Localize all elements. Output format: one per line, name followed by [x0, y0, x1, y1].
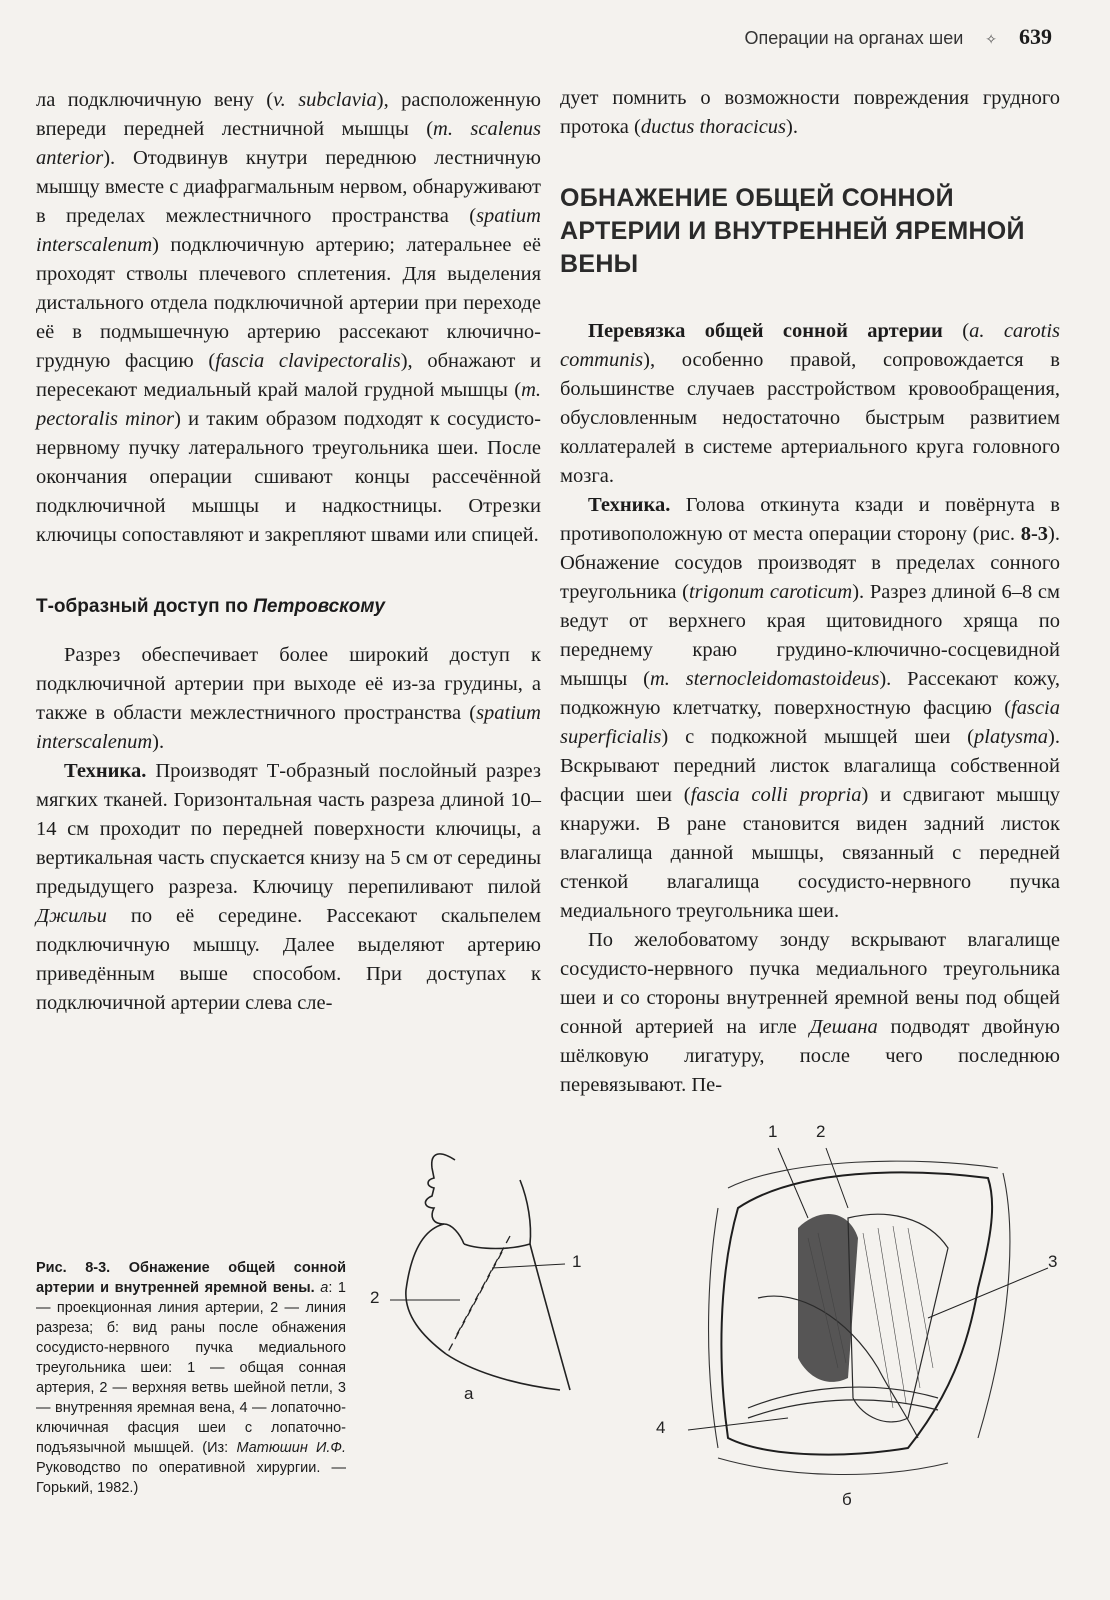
figure-label-2: 2	[816, 1122, 826, 1141]
right-column	[560, 84, 1060, 1100]
figure-panel-a	[360, 1140, 590, 1430]
paragraph: Техника. Голова откинута кзади и повёрнута в противоположную от места операции сторону (рис. 8-3). Обнажение сосудов производят в пределах сонного треугольника (trigonum caroticum). Разрез длиной 6–8 см ведут от верхнего края щитовидного хряща по переднему краю грудино-ключично-сосцевидной мышцы (m. sternocleidomastoideus). Рассекают кожу, подкожную клетчатку, поверхностную фасцию (fascia superficialis) с подкожной мышцей шеи (platysma). Вскрывают передний листок влагалища собственной фасции шеи (fascia colli propria) и сдвигают мышцу кнаружи. В ране становится виден задний листок влагалища данной мышцы, связанный с передней стенкой влагалища сосудисто-нервного пучка медиального треугольника шеи.	[560, 494, 1061, 922]
figure-caption: Рис. 8-3. Обнажение общей сонной артерии и внутренней яремной вены. а: 1 — проекционная линия артерии, 2 — линия разреза; б: вид раны после обнажения сосудисто-нервного пучка медиального треугольника шеи: 1 — общая сонная артерия, 2 — верхняя ветвь шейной петли, 3 — внутренняя яремная вена, 4 — лопаточно-ключичная фасция шеи с лопаточно-подъязычной мышцей. (Из: Матюшин И.Ф. Руководство по оперативной хирургии. — Горький, 1982.)	[36, 1260, 347, 1496]
section-title: Операции на органах шеи	[744, 28, 964, 48]
figure-label-4: 4	[656, 1418, 666, 1437]
paragraph: По желобоватому зонду вскрывают влагалище сосудисто-нервного пучка медиального треугольника шеи и со стороны внутренней яремной вены под общей сонной артерией на игле Дешана подводят двойную шёлковую лигатуру, после чего последнюю перевязывают. Пе-	[560, 929, 1060, 1096]
figure-label-2: 2	[370, 1288, 380, 1307]
page-number: 639	[1019, 24, 1052, 49]
paragraph: Перевязка общей сонной артерии (a. carotis communis), особенно правой, сопровождается в большинстве случаев расстройством кровообращения, обусловленным недостаточно быстрым развитием коллатералей в системе артериального круга головного мозга.	[560, 320, 1061, 487]
figure-label-3: 3	[1048, 1252, 1058, 1271]
left-column	[36, 86, 541, 1018]
paragraph: Разрез обеспечивает более широкий доступ к подключичной артерии при выходе её из-за грудины, а также в области межлестничного пространства (spatium interscalenum).	[36, 644, 541, 753]
section-heading: ОБНАЖЕНИЕ ОБЩЕЙ СОННОЙ АРТЕРИИ И ВНУТРЕННЕЙ ЯРЕМНОЙ ВЕНЫ	[560, 184, 1025, 278]
figure-panel-b	[648, 1118, 1088, 1518]
panel-label-a: а	[464, 1384, 474, 1403]
paragraph: Техника. Производят Т-образный послойный разрез мягких тканей. Горизонтальная часть разреза длиной 10–14 см проходит по передней поверхности ключицы, а вертикальная часть спускается книзу на 5 см от середины предыдущего разреза. Ключицу перепиливают пилой Джильи по её середине. Рассекают скальпелем подключичную мышцу. Далее выделяют артерию приведённым выше способом. При доступах к подключичной артерии слева сле-	[36, 760, 541, 1014]
figure-label-1: 1	[768, 1122, 778, 1141]
running-header	[560, 24, 1052, 50]
neck-profile-drawing	[360, 1140, 590, 1430]
panel-label-b: б	[842, 1490, 852, 1509]
figure-label-1: 1	[572, 1252, 582, 1271]
paragraph: дует помнить о возможности повреждения грудного протока (ductus thoracicus).	[560, 87, 1060, 138]
diamond-icon: ✧	[985, 31, 997, 47]
wound-view-drawing	[648, 1118, 1088, 1518]
subheading: Т-образный доступ по Петровскому	[36, 596, 386, 617]
paragraph: ла подключичную вену (v. subclavia), расположенную впереди передней лестничной мышцы (m. scalenus anterior). Отодвинув кнутри переднюю лестничную мышцу вместе с диафрагмальным нервом, обнаруживают в пределах межлестничного пространства (spatium interscalenum) подключичную артерию; латеральнее её проходят стволы плечевого сплетения. Для выделения дистального отдела подключичной артерии при переходе её в подмышечную артерию рассекают ключично-грудную фасцию (fascia clavipectoralis), обнажают и пересекают медиальный край малой грудной мышцы (m. pectoralis minor) и таким образом подходят к сосудисто-нервному пучку латерального треугольника шеи. После окончания операции сшивают концы рассечённой подключичной мышцы и надкостницы. Отрезки ключицы сопоставляют и закрепляют швами или спицей.	[36, 89, 541, 546]
